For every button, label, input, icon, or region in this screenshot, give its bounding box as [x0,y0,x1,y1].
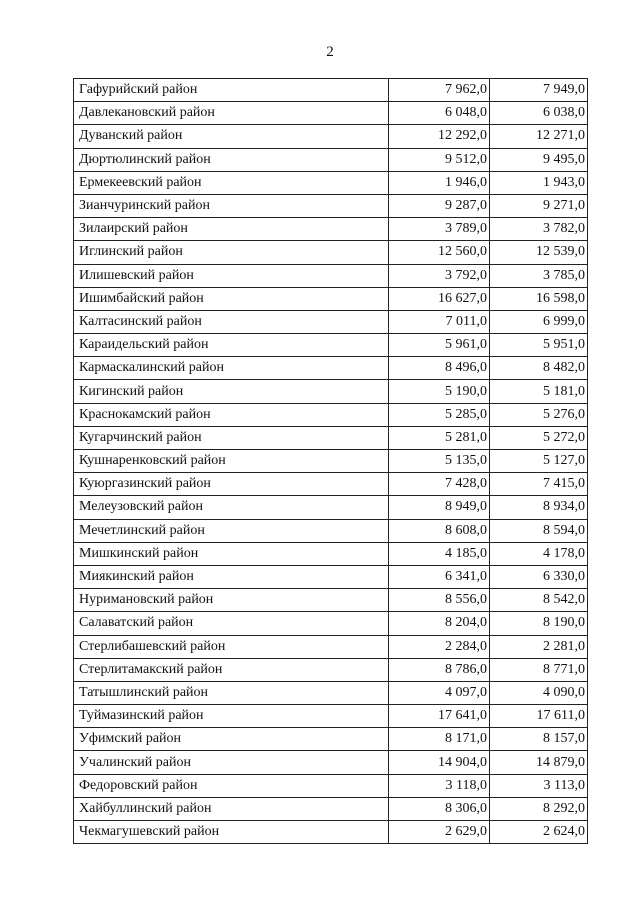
value-cell-2: 3 782,0 [490,218,588,241]
value-cell-1: 3 789,0 [389,218,490,241]
value-cell-2: 12 539,0 [490,241,588,264]
district-name-cell: Куюргазинский район [74,473,389,496]
value-cell-1: 7 011,0 [389,310,490,333]
district-name-cell: Стерлибашевский район [74,635,389,658]
table-row [74,681,588,704]
value-cell-2: 14 879,0 [490,751,588,774]
value-cell-1: 3 792,0 [389,264,490,287]
table-row [74,658,588,681]
district-name-cell: Краснокамский район [74,403,389,426]
table-row [74,194,588,217]
value-cell-2: 8 542,0 [490,589,588,612]
district-name-cell: Мечетлинский район [74,519,389,542]
value-cell-2: 5 951,0 [490,334,588,357]
table-row [74,357,588,380]
district-name-cell: Караидельский район [74,334,389,357]
value-cell-2: 8 157,0 [490,728,588,751]
value-cell-1: 8 608,0 [389,519,490,542]
table-row [74,380,588,403]
table-row [74,125,588,148]
district-name-cell: Давлекановский район [74,102,389,125]
value-cell-1: 7 962,0 [389,79,490,102]
value-cell-2: 3 113,0 [490,774,588,797]
district-name-cell: Ишимбайский район [74,287,389,310]
value-cell-1: 9 512,0 [389,148,490,171]
district-name-cell: Дуванский район [74,125,389,148]
district-name-cell: Татышлинский район [74,681,389,704]
table-body [74,79,588,844]
value-cell-2: 6 999,0 [490,310,588,333]
table-row [74,79,588,102]
value-cell-1: 4 185,0 [389,542,490,565]
value-cell-1: 4 097,0 [389,681,490,704]
value-cell-2: 6 330,0 [490,565,588,588]
value-cell-1: 8 949,0 [389,496,490,519]
table-row [74,589,588,612]
value-cell-1: 6 048,0 [389,102,490,125]
value-cell-2: 1 943,0 [490,171,588,194]
value-cell-2: 6 038,0 [490,102,588,125]
value-cell-1: 12 560,0 [389,241,490,264]
value-cell-2: 2 624,0 [490,821,588,844]
value-cell-1: 12 292,0 [389,125,490,148]
value-cell-1: 5 281,0 [389,426,490,449]
value-cell-2: 16 598,0 [490,287,588,310]
table-row [74,102,588,125]
value-cell-1: 5 135,0 [389,450,490,473]
district-name-cell: Дюртюлинский район [74,148,389,171]
district-name-cell: Уфимский район [74,728,389,751]
table-row [74,310,588,333]
value-cell-2: 9 495,0 [490,148,588,171]
table-row [74,287,588,310]
district-name-cell: Стерлитамакский район [74,658,389,681]
value-cell-1: 14 904,0 [389,751,490,774]
value-cell-2: 8 594,0 [490,519,588,542]
table-row [74,821,588,844]
district-name-cell: Зианчуринский район [74,194,389,217]
district-name-cell: Гафурийский район [74,79,389,102]
table-row [74,751,588,774]
district-name-cell: Мишкинский район [74,542,389,565]
district-name-cell: Нуримановский район [74,589,389,612]
value-cell-2: 3 785,0 [490,264,588,287]
value-cell-1: 8 496,0 [389,357,490,380]
value-cell-2: 12 271,0 [490,125,588,148]
table-row [74,728,588,751]
district-name-cell: Миякинский район [74,565,389,588]
value-cell-2: 8 190,0 [490,612,588,635]
value-cell-1: 16 627,0 [389,287,490,310]
value-cell-2: 5 272,0 [490,426,588,449]
value-cell-1: 8 306,0 [389,797,490,820]
value-cell-2: 7 415,0 [490,473,588,496]
value-cell-2: 8 292,0 [490,797,588,820]
value-cell-1: 8 204,0 [389,612,490,635]
district-name-cell: Иглинский район [74,241,389,264]
table-row [74,612,588,635]
district-name-cell: Чекмагушевский район [74,821,389,844]
value-cell-2: 2 281,0 [490,635,588,658]
value-cell-2: 8 482,0 [490,357,588,380]
value-cell-2: 5 181,0 [490,380,588,403]
value-cell-1: 5 190,0 [389,380,490,403]
value-cell-1: 5 285,0 [389,403,490,426]
table-row [74,542,588,565]
district-table [73,78,588,844]
district-name-cell: Кугарчинский район [74,426,389,449]
value-cell-2: 7 949,0 [490,79,588,102]
table-row [74,496,588,519]
value-cell-1: 8 786,0 [389,658,490,681]
value-cell-1: 9 287,0 [389,194,490,217]
value-cell-1: 5 961,0 [389,334,490,357]
value-cell-1: 8 171,0 [389,728,490,751]
value-cell-1: 7 428,0 [389,473,490,496]
table-row [74,426,588,449]
value-cell-2: 5 276,0 [490,403,588,426]
value-cell-2: 8 771,0 [490,658,588,681]
value-cell-2: 17 611,0 [490,705,588,728]
value-cell-2: 8 934,0 [490,496,588,519]
district-name-cell: Учалинский район [74,751,389,774]
value-cell-2: 5 127,0 [490,450,588,473]
value-cell-2: 9 271,0 [490,194,588,217]
table-row [74,148,588,171]
table-row [74,241,588,264]
district-name-cell: Федоровский район [74,774,389,797]
value-cell-1: 2 629,0 [389,821,490,844]
value-cell-2: 4 090,0 [490,681,588,704]
value-cell-1: 1 946,0 [389,171,490,194]
district-name-cell: Ермекеевский район [74,171,389,194]
value-cell-1: 17 641,0 [389,705,490,728]
table-row [74,519,588,542]
district-name-cell: Кигинский район [74,380,389,403]
table-row [74,218,588,241]
table-row [74,473,588,496]
district-name-cell: Туймазинский район [74,705,389,728]
district-name-cell: Кармаскалинский район [74,357,389,380]
table-row [74,264,588,287]
district-name-cell: Калтасинский район [74,310,389,333]
table-row [74,450,588,473]
district-name-cell: Салаватский район [74,612,389,635]
table-row [74,334,588,357]
district-name-cell: Илишевский район [74,264,389,287]
table-row [74,565,588,588]
district-name-cell: Кушнаренковский район [74,450,389,473]
value-cell-2: 4 178,0 [490,542,588,565]
value-cell-1: 8 556,0 [389,589,490,612]
value-cell-1: 3 118,0 [389,774,490,797]
value-cell-1: 2 284,0 [389,635,490,658]
table-row [74,171,588,194]
table-row [74,635,588,658]
table-row [74,705,588,728]
value-cell-1: 6 341,0 [389,565,490,588]
table-row [74,403,588,426]
page-number: 2 [326,44,334,60]
table-row [74,774,588,797]
district-name-cell: Мелеузовский район [74,496,389,519]
district-name-cell: Зилаирский район [74,218,389,241]
district-name-cell: Хайбуллинский район [74,797,389,820]
table-row [74,797,588,820]
